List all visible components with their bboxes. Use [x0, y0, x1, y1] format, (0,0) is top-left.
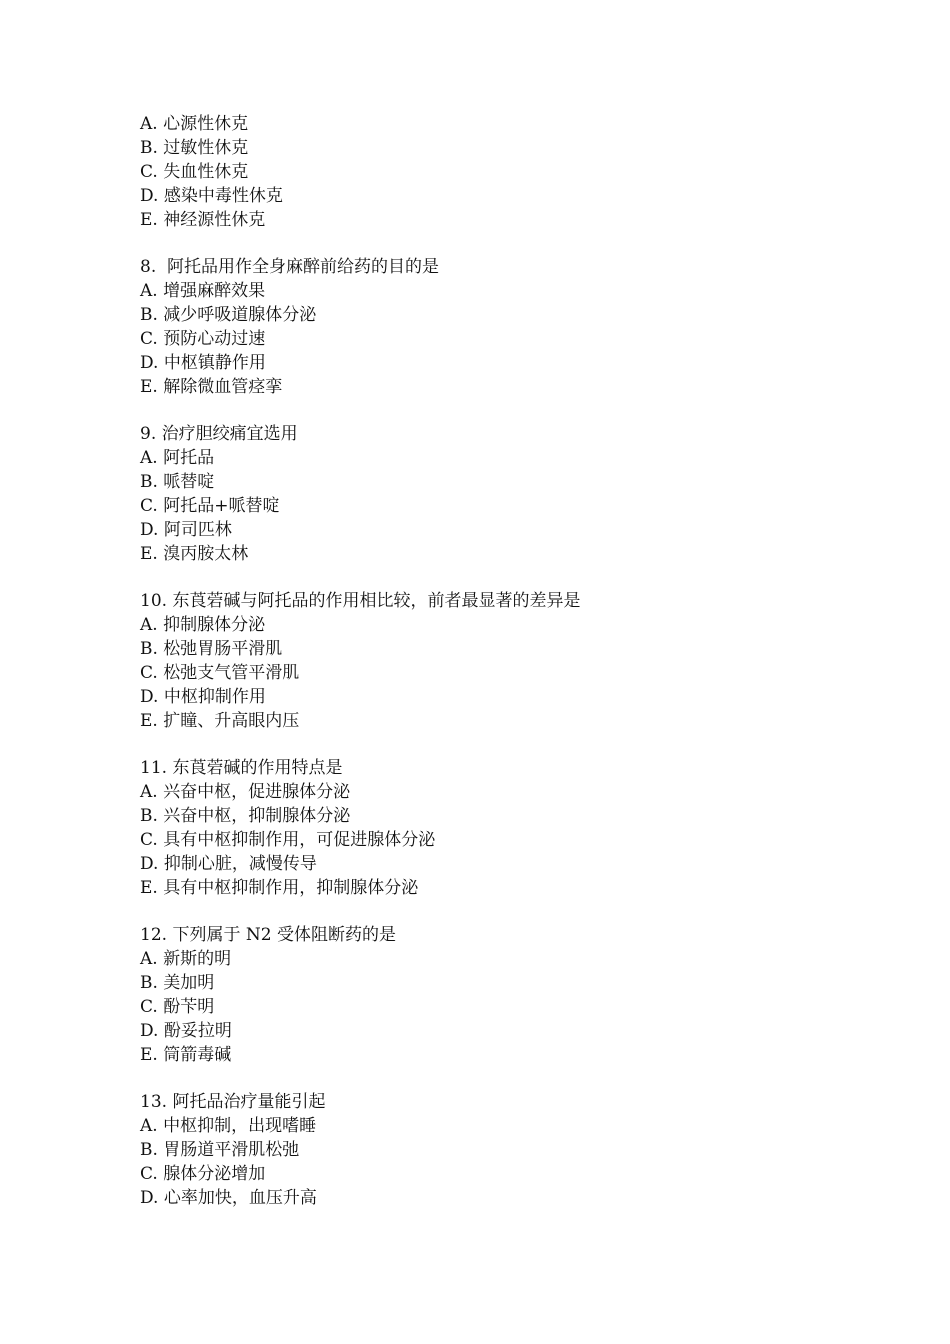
question-block-7 [140, 112, 900, 232]
option-e: E. 解除微血管痉挛 [140, 377, 283, 397]
option-d: D. 感染中毒性休克 [140, 186, 283, 206]
option-c: C. 具有中枢抑制作用，可促进腺体分泌 [140, 830, 436, 850]
option-b: B. 哌替啶 [140, 472, 215, 492]
document-page [140, 112, 900, 1233]
option-a: A. 阿托品 [140, 448, 215, 468]
option-b: B. 美加明 [140, 973, 215, 993]
question-text: 13. 阿托品治疗量能引起 [140, 1092, 326, 1112]
option-d: D. 中枢抑制作用 [140, 687, 266, 707]
option-d: D. 酚妥拉明 [140, 1021, 232, 1041]
option-b: B. 松弛胃肠平滑肌 [140, 639, 283, 659]
question-block-12 [140, 923, 900, 1067]
option-b: B. 兴奋中枢，抑制腺体分泌 [140, 806, 351, 826]
question-text: 9. 治疗胆绞痛宜选用 [140, 424, 298, 444]
question-block-11 [140, 756, 900, 900]
option-c: C. 松弛支气管平滑肌 [140, 663, 300, 683]
question-block-10 [140, 589, 900, 733]
option-c: C. 失血性休克 [140, 162, 249, 182]
option-a: A. 新斯的明 [140, 949, 232, 969]
option-b: B. 减少呼吸道腺体分泌 [140, 305, 317, 325]
option-d: D. 抑制心脏，减慢传导 [140, 854, 317, 874]
option-c: C. 腺体分泌增加 [140, 1164, 266, 1184]
option-a: A. 中枢抑制，出现嗜睡 [140, 1116, 317, 1136]
option-b: B. 胃肠道平滑肌松弛 [140, 1140, 300, 1160]
question-block-9 [140, 422, 900, 566]
option-a: A. 增强麻醉效果 [140, 281, 266, 301]
option-c: C. 阿托品+哌替啶 [140, 496, 280, 516]
question-text: 12. 下列属于 N2 受体阻断药的是 [140, 925, 396, 945]
option-e: E. 扩瞳、升高眼内压 [140, 711, 300, 731]
question-text: 10. 东莨菪碱与阿托品的作用相比较，前者最显著的差异是 [140, 591, 581, 611]
option-a: A. 抑制腺体分泌 [140, 615, 266, 635]
option-d: D. 心率加快，血压升高 [140, 1188, 317, 1208]
option-e: E. 具有中枢抑制作用，抑制腺体分泌 [140, 878, 419, 898]
question-block-13 [140, 1090, 900, 1210]
option-d: D. 阿司匹林 [140, 520, 232, 540]
option-e: E. 溴丙胺太林 [140, 544, 249, 564]
option-b: B. 过敏性休克 [140, 138, 249, 158]
option-a: A. 心源性休克 [140, 114, 249, 134]
question-text: 8. 阿托品用作全身麻醉前给药的目的是 [140, 257, 440, 277]
option-c: C. 酚苄明 [140, 997, 215, 1017]
option-a: A. 兴奋中枢，促进腺体分泌 [140, 782, 351, 802]
option-c: C. 预防心动过速 [140, 329, 266, 349]
option-e: E. 神经源性休克 [140, 210, 266, 230]
option-e: E. 筒箭毒碱 [140, 1045, 232, 1065]
question-text: 11. 东莨菪碱的作用特点是 [140, 758, 343, 778]
option-d: D. 中枢镇静作用 [140, 353, 266, 373]
question-block-8 [140, 255, 900, 399]
